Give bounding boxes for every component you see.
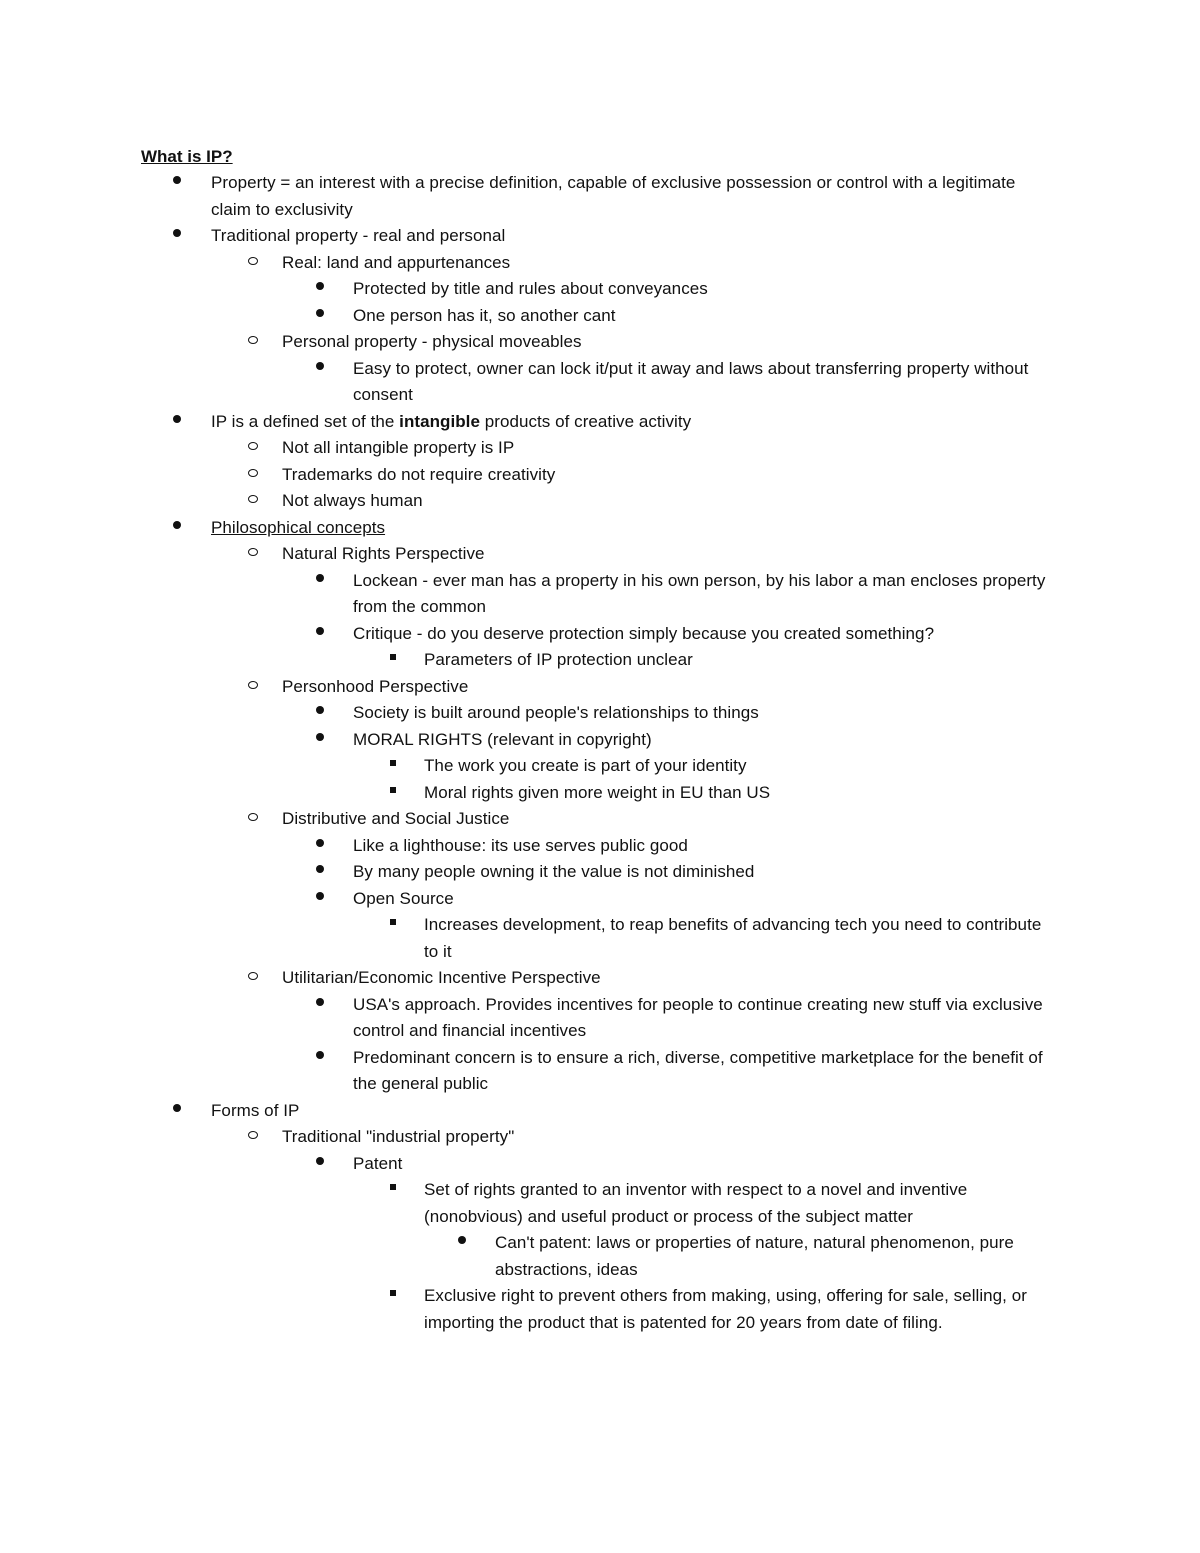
list-item-text: Open Source: [353, 888, 454, 908]
text-segment: IP is a defined set of the: [211, 411, 400, 431]
bullet-circle-icon: [248, 813, 258, 821]
bullet-dot-icon: [173, 176, 181, 184]
bullet-circle-icon: [248, 972, 258, 980]
outline-list: [0, 170, 1200, 1336]
list-item: [0, 647, 1054, 674]
bullet-dot-icon: [173, 521, 181, 529]
list-item: [0, 1124, 1052, 1151]
list-item-text: Can't patent: laws or properties of nature, natural phenomenon, pure abstractions, ideas: [495, 1233, 1014, 1279]
bullet-circle-icon: [248, 548, 258, 556]
bullet-dot-icon: [316, 839, 324, 847]
list-item: [0, 303, 1053, 330]
list-item-text: Parameters of IP protection unclear: [424, 650, 693, 669]
bullet-dot-icon: [316, 892, 324, 900]
list-item: [0, 780, 1054, 807]
text-segment: products of creative activity: [479, 411, 692, 431]
bullet-square-icon: [390, 654, 396, 660]
list-item: [0, 965, 1052, 992]
bullet-circle-icon: [248, 336, 258, 344]
list-item: [0, 992, 1053, 1045]
list-item-text: Forms of IP: [211, 1100, 300, 1120]
bold-term: intangible: [399, 411, 480, 431]
list-item: [0, 435, 1052, 462]
list-item: [0, 859, 1053, 886]
list-item-text: Exclusive right to prevent others from making, using, offering for sale, selling, or importing the product that is patented for 20 years from date of filing.: [424, 1286, 1027, 1332]
list-item: [0, 170, 1051, 223]
bullet-dot-icon: [316, 1157, 324, 1165]
list-item-text: Moral rights given more weight in EU than US: [424, 782, 771, 802]
bullet-square-icon: [390, 1290, 396, 1296]
list-item-text: The work you create is part of your identity: [424, 756, 747, 775]
bullet-dot-icon: [316, 706, 324, 714]
list-item-text: Like a lighthouse: its use serves public good: [353, 835, 688, 855]
bullet-dot-icon: [316, 309, 324, 317]
bullet-dot-icon: [316, 574, 324, 582]
list-item-text: Property = an interest with a precise definition, capable of exclusive possession or control with a legitimate claim to exclusivity: [211, 173, 1016, 219]
list-item-text: USA's approach. Provides incentives for people to continue creating new stuff via exclusive control and financial incentives: [353, 994, 1043, 1040]
list-item: [0, 329, 1052, 356]
list-item: [0, 886, 1053, 913]
list-item-text: Personal property - physical moveables: [282, 332, 582, 351]
list-item: [0, 912, 1054, 965]
list-item: [0, 515, 1051, 542]
list-item: [0, 462, 1052, 489]
list-item: [0, 674, 1052, 701]
bullet-dot-icon: [316, 865, 324, 873]
list-item: [0, 1283, 1054, 1336]
bullet-circle-icon: [248, 495, 258, 503]
list-item: [0, 1151, 1053, 1178]
bullet-dot-icon: [316, 733, 324, 741]
list-item: [0, 700, 1053, 727]
list-item-text: Not always human: [282, 491, 423, 510]
bullet-circle-icon: [248, 469, 258, 477]
list-item-text: Trademarks do not require creativity: [282, 464, 556, 484]
list-item-text: Real: land and appurtenances: [282, 252, 511, 272]
list-item-text: One person has it, so another cant: [353, 305, 616, 325]
list-item: [0, 568, 1053, 621]
bullet-dot-icon: [173, 229, 181, 237]
bullet-square-icon: [390, 787, 396, 793]
list-item: [0, 621, 1053, 648]
bullet-square-icon: [390, 1184, 396, 1190]
list-item: [0, 806, 1052, 833]
list-item-text: Traditional property - real and personal: [211, 226, 506, 245]
list-item: [0, 488, 1052, 515]
bullet-circle-icon: [248, 681, 258, 689]
list-item-text: Set of rights granted to an inventor with respect to a novel and inventive (nonobvious) and useful product or process of the subject matter: [424, 1180, 968, 1226]
list-item-text: Not all intangible property is IP: [282, 438, 515, 457]
list-item-text: By many people owning it the value is not diminished: [353, 862, 755, 881]
list-item-text: Critique - do you deserve protection simply because you created something?: [353, 623, 935, 643]
bullet-dot-icon: [316, 1051, 324, 1059]
bullet-dot-icon: [316, 998, 324, 1006]
list-item: [0, 409, 1051, 436]
list-item-text: Traditional "industrial property": [282, 1127, 515, 1146]
list-item: [0, 1177, 1054, 1230]
list-item: [0, 276, 1053, 303]
list-item-text: Distributive and Social Justice: [282, 809, 510, 828]
list-item-text: Patent: [353, 1153, 403, 1173]
bullet-dot-icon: [316, 282, 324, 290]
list-item-text: Protected by title and rules about conveyances: [353, 279, 708, 298]
list-item-text: MORAL RIGHTS (relevant in copyright): [353, 729, 652, 749]
list-item-text: Predominant concern is to ensure a rich, diverse, competitive marketplace for the benefit of the general public: [353, 1047, 1043, 1093]
list-item-text: Utilitarian/Economic Incentive Perspective: [282, 968, 601, 987]
list-item: [0, 1098, 1051, 1125]
bullet-dot-icon: [316, 627, 324, 635]
bullet-dot-icon: [458, 1236, 466, 1244]
list-item: [0, 250, 1052, 277]
bullet-circle-icon: [248, 1131, 258, 1139]
bullet-dot-icon: [173, 1104, 181, 1112]
list-item-text: Lockean - ever man has a property in his own person, by his labor a man encloses property from the common: [353, 570, 1046, 616]
bullet-square-icon: [390, 919, 396, 925]
list-item-text: Personhood Perspective: [282, 676, 469, 696]
list-item-text: Society is built around people's relationships to things: [353, 703, 759, 722]
list-item-text: Natural Rights Perspective: [282, 544, 485, 563]
list-item-text: Easy to protect, owner can lock it/put it away and laws about transferring property without consent: [353, 358, 1029, 404]
list-item: [0, 356, 1053, 409]
bullet-circle-icon: [248, 257, 258, 265]
list-item-text: Increases development, to reap benefits of advancing tech you need to contribute to it: [424, 915, 1042, 961]
list-item-text: [211, 409, 1051, 436]
list-item-text: Philosophical concepts: [211, 517, 386, 537]
list-item: [0, 1045, 1053, 1098]
list-item: [0, 727, 1053, 754]
list-item: [0, 833, 1053, 860]
document-title: What is IP?: [141, 147, 233, 166]
bullet-square-icon: [390, 760, 396, 766]
list-item: [0, 1230, 1055, 1283]
list-item: [0, 753, 1054, 780]
list-item: [0, 541, 1052, 568]
bullet-circle-icon: [248, 442, 258, 450]
list-item: [0, 223, 1051, 250]
bullet-dot-icon: [173, 415, 181, 423]
bullet-dot-icon: [316, 362, 324, 370]
